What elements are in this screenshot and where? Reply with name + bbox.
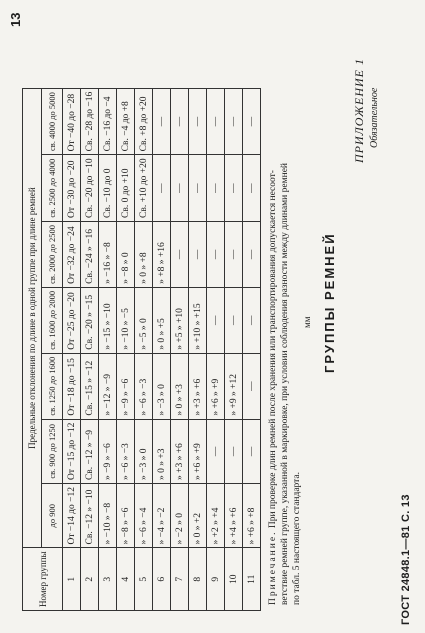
table-row (81, 88, 99, 610)
deviation-cell: Св. −24 » −16 (81, 221, 99, 287)
deviation-cell: От −15 до −12 (63, 419, 81, 483)
deviation-cell: — (243, 419, 261, 483)
deviation-cell: » +5 » +10 (171, 287, 189, 353)
deviation-cell: — (207, 287, 225, 353)
deviation-cell: » +3 » +6 (189, 353, 207, 419)
note-line-2: ветствие ремней группе, указанной в маркировке, при условии соблюдения разности между длинами ремней (280, 163, 290, 605)
deviation-cell: » −4 » −2 (153, 484, 171, 548)
deviation-cell: » +9 » +12 (225, 353, 243, 419)
group-number: 11 (243, 548, 261, 611)
deviation-cell: Св. −12 » −9 (81, 419, 99, 483)
deviation-cell: » −8 » −6 (117, 484, 135, 548)
deviation-cell: » −9 » −6 (117, 353, 135, 419)
deviation-cell: » +10 » +15 (189, 287, 207, 353)
deviation-cell: — (225, 221, 243, 287)
deviation-cell: » +2 » +4 (207, 484, 225, 548)
table-row (207, 88, 225, 610)
deviation-cell: — (225, 88, 243, 155)
deviation-cell: Св. −20 до −10 (81, 155, 99, 222)
note-line-1: При проверке длин ремней после хранения или транспортирования допускается несоот- (268, 170, 278, 529)
deviation-cell: » 0 » +3 (153, 419, 171, 483)
table-row (63, 88, 81, 610)
deviation-cell: Св. −4 до +8 (117, 88, 135, 155)
note-line-3: по табл. 5 настоящего стандарта. (292, 471, 302, 605)
note (267, 163, 303, 605)
group-number: 6 (153, 548, 171, 611)
deviation-cell: От −32 до −24 (63, 221, 81, 287)
deviation-span-header: Предельные отклонения по длине в одной группе при длине ремней (23, 88, 42, 548)
column-header: св. 2500 до 4000 (42, 155, 63, 222)
deviation-cell: Св. −15 » −12 (81, 353, 99, 419)
note-label: Примечание. (268, 530, 278, 605)
deviation-cell: » −16 » −8 (99, 221, 117, 287)
page-title: ГРУППЫ РЕМНЕЙ (322, 232, 337, 373)
belt-groups-table (22, 88, 261, 611)
column-header: св. 2000 до 2500 (42, 221, 63, 287)
document-header: ГОСТ 24848.1—81 С. 13 (400, 494, 412, 625)
table-row (189, 88, 207, 610)
deviation-cell: » −5 » 0 (135, 287, 153, 353)
column-header: св. 4000 до 5000 (42, 88, 63, 155)
deviation-cell: » +3 » +6 (171, 419, 189, 483)
group-number: 9 (207, 548, 225, 611)
table-row (135, 88, 153, 610)
deviation-cell: » −6 » −4 (135, 484, 153, 548)
deviation-cell: — (189, 155, 207, 222)
deviation-cell: — (225, 155, 243, 222)
deviation-cell: » −6 » −3 (117, 419, 135, 483)
group-number: 5 (135, 548, 153, 611)
deviation-cell: — (207, 221, 225, 287)
deviation-cell: — (225, 287, 243, 353)
deviation-cell: Св. −28 до −16 (81, 88, 99, 155)
deviation-cell: Св. −10 до 0 (99, 155, 117, 222)
deviation-cell: От −40 до −28 (63, 88, 81, 155)
group-number: 2 (81, 548, 99, 611)
deviation-cell: » +8 » +16 (153, 221, 171, 287)
column-header: св. 1250 до 1600 (42, 353, 63, 419)
appendix-title: ПРИЛОЖЕНИЕ 1 (352, 58, 366, 163)
deviation-cell: » −12 » −9 (99, 353, 117, 419)
deviation-cell: — (171, 88, 189, 155)
column-header: св. 1600 до 2000 (42, 287, 63, 353)
deviation-cell: — (243, 155, 261, 222)
deviation-cell: — (189, 88, 207, 155)
deviation-cell: От −25 до −20 (63, 287, 81, 353)
table-row (243, 88, 261, 610)
deviation-cell: — (225, 419, 243, 483)
deviation-cell: » −6 » −3 (135, 353, 153, 419)
deviation-cell: » +6 » +8 (243, 484, 261, 548)
table-row (171, 88, 189, 610)
deviation-cell: Св. −20 » −15 (81, 287, 99, 353)
deviation-cell: » −8 » 0 (117, 221, 135, 287)
deviation-cell: » −10 » −5 (117, 287, 135, 353)
group-number-header: Номер группы (23, 548, 63, 611)
deviation-cell: — (207, 419, 225, 483)
table-row (153, 88, 171, 610)
deviation-cell: От −30 до −20 (63, 155, 81, 222)
deviation-cell: » +6 » +9 (207, 353, 225, 419)
appendix-subtitle: Обязательное (369, 87, 380, 148)
deviation-cell: — (207, 155, 225, 222)
deviation-cell: — (243, 221, 261, 287)
deviation-cell: — (171, 155, 189, 222)
deviation-cell: От −14 до −12 (63, 484, 81, 548)
deviation-cell: » −3 » 0 (153, 353, 171, 419)
deviation-cell: — (243, 88, 261, 155)
deviation-cell: » +6 » +9 (189, 419, 207, 483)
deviation-cell: — (243, 353, 261, 419)
deviation-cell: » −15 » −10 (99, 287, 117, 353)
deviation-cell: Св. +8 до +20 (135, 88, 153, 155)
table-row (99, 88, 117, 610)
table-row (117, 88, 135, 610)
deviation-cell: » 0 » +3 (171, 353, 189, 419)
deviation-cell: » −10 » −8 (99, 484, 117, 548)
deviation-cell: — (207, 88, 225, 155)
group-number: 1 (63, 548, 81, 611)
deviation-cell: От −18 до −15 (63, 353, 81, 419)
group-number: 3 (99, 548, 117, 611)
deviation-cell: » +4 » +6 (225, 484, 243, 548)
deviation-cell: — (153, 155, 171, 222)
deviation-cell: — (171, 221, 189, 287)
deviation-cell: Св. −12 » −10 (81, 484, 99, 548)
deviation-cell: Св. 0 до +10 (117, 155, 135, 222)
deviation-cell: » 0 » +5 (153, 287, 171, 353)
column-header: до 900 (42, 484, 63, 548)
deviation-cell: » −2 » 0 (171, 484, 189, 548)
deviation-cell: Св. +10 до +20 (135, 155, 153, 222)
deviation-cell: Св. −16 до −4 (99, 88, 117, 155)
column-header: св. 900 до 1250 (42, 419, 63, 483)
table-row (225, 88, 243, 610)
deviation-cell: — (153, 88, 171, 155)
deviation-cell: » 0 » +8 (135, 221, 153, 287)
deviation-cell: » −9 » −6 (99, 419, 117, 483)
deviation-cell: » −3 » 0 (135, 419, 153, 483)
deviation-cell: » 0 » +2 (189, 484, 207, 548)
group-number: 7 (171, 548, 189, 611)
deviation-cell: — (189, 221, 207, 287)
unit-label: мм (302, 316, 312, 328)
page-number: 13 (8, 12, 23, 27)
group-number: 4 (117, 548, 135, 611)
deviation-cell: — (243, 287, 261, 353)
group-number: 8 (189, 548, 207, 611)
group-number: 10 (225, 548, 243, 611)
